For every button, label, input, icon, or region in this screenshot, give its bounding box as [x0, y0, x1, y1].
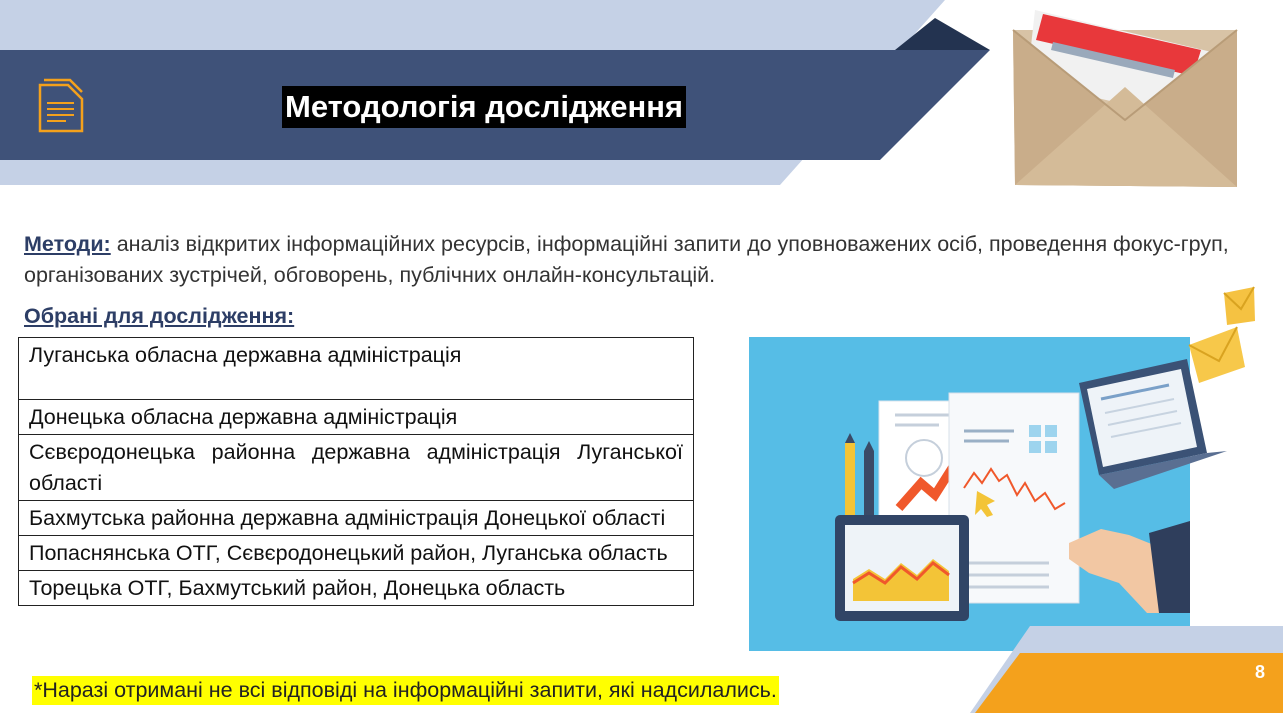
- table-row: [19, 571, 694, 606]
- organizations-table: [18, 337, 694, 606]
- table-cell: Сєвєродонецька районна державна адміністрація Луганської області: [19, 435, 694, 501]
- table-row: [19, 338, 694, 400]
- table-cell: Попаснянська ОТГ, Сєвєродонецький район, Луганська область: [19, 536, 694, 571]
- table-cell: Бахмутська районна державна адміністрація Донецької області: [19, 501, 694, 536]
- table-row: [19, 501, 694, 536]
- table-row: [19, 400, 694, 435]
- document-icon: [36, 77, 86, 135]
- footer-banner: [970, 626, 1283, 713]
- small-envelope-icon: [1189, 287, 1255, 383]
- footnote: *Наразі отримані не всі відповіді на інформаційні запити, які надсилались.: [32, 676, 779, 705]
- methods-text: аналіз відкритих інформаційних ресурсів, інформаційні запити до уповноважених осіб, проведення фокус-груп, організованих зустрічей, обговорень, публічних онлайн-консультацій.: [24, 232, 1229, 287]
- table-cell: Донецька обласна державна адміністрація: [19, 400, 694, 435]
- methods-label: Методи:: [24, 232, 111, 256]
- analytics-illustration: [749, 283, 1283, 651]
- footer-orange-band: [975, 653, 1283, 713]
- envelope-icon: [1005, 2, 1245, 190]
- table-cell: Луганська обласна державна адміністрація: [19, 338, 694, 400]
- page-number: 8: [1254, 662, 1265, 682]
- selected-heading: Обрані для дослідження:: [24, 304, 295, 328]
- table-row: [19, 536, 694, 571]
- table-row: [19, 435, 694, 501]
- methods-paragraph: [24, 229, 1259, 291]
- page-title: Методологія дослідження: [282, 86, 686, 128]
- table-cell: Торецька ОТГ, Бахмутський район, Донецька область: [19, 571, 694, 606]
